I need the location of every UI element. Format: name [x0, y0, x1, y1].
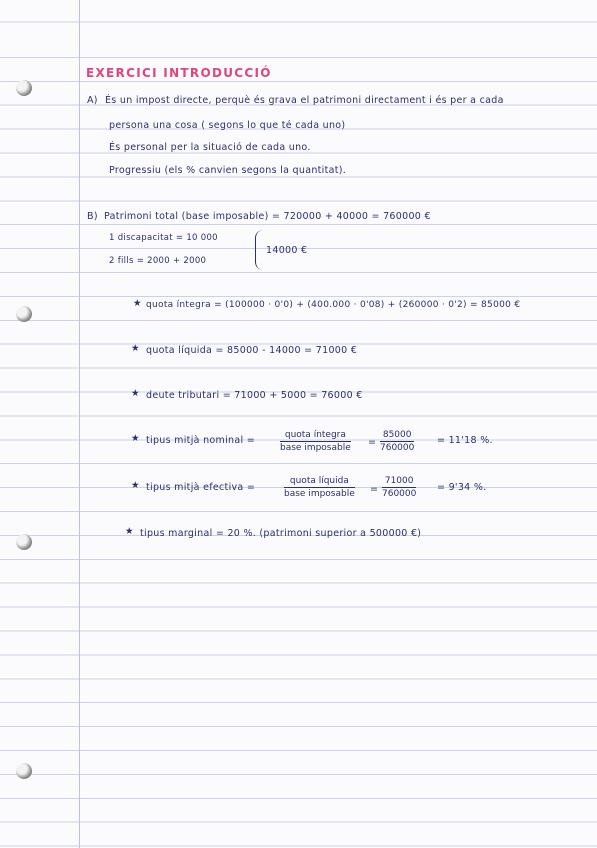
- binder-hole: [16, 80, 32, 96]
- patrimoni-total: Patrimoni total (base imposable) = 720000 + 40000 = 760000 €: [104, 211, 431, 222]
- star-icon: ★: [131, 433, 140, 444]
- binder-hole: [16, 763, 32, 779]
- fraction: [382, 476, 416, 499]
- part-a-line: Progressiu (els % canvien segons la quantitat).: [109, 165, 347, 176]
- reduccio-total: 14000 €: [266, 245, 308, 256]
- part-a-line: persona una cosa ( segons lo que té cada uno): [109, 120, 346, 131]
- tipus-efectiu-label: tipus mitjà efectiva =: [146, 482, 256, 493]
- tipus-nominal-label: tipus mitjà nominal =: [146, 435, 255, 446]
- tipus-efectiu-result: = 9'34 %.: [437, 482, 487, 493]
- tipus-marginal: tipus marginal = 20 %. (patrimoni superior a 500000 €): [140, 528, 422, 539]
- quota-liquida: quota líquida = 85000 - 14000 = 71000 €: [146, 345, 358, 356]
- part-a-line: És un impost directe, perquè és grava el patrimoni directament i és per a cada: [105, 95, 504, 106]
- binder-hole: [16, 306, 32, 322]
- fraction-numerator: 85000: [380, 430, 414, 442]
- fraction-numerator: 71000: [382, 476, 416, 488]
- brace: [255, 230, 266, 270]
- part-b-label: B): [87, 211, 98, 222]
- star-icon: ★: [125, 526, 134, 537]
- equals-sign: =: [370, 484, 379, 495]
- star-icon: ★: [131, 480, 140, 491]
- part-a-label: A): [87, 95, 98, 106]
- deute-tributari: deute tributari = 71000 + 5000 = 76000 €: [146, 390, 363, 401]
- star-icon: ★: [131, 343, 140, 354]
- fraction-denominator: 760000: [380, 443, 415, 453]
- star-icon: ★: [133, 298, 142, 309]
- margin-line: [79, 0, 80, 848]
- fraction: [280, 430, 351, 453]
- fraction-numerator: quota líquida: [284, 476, 355, 488]
- fraction-denominator: 760000: [382, 489, 417, 499]
- part-a-line: És personal per la situació de cada uno.: [109, 142, 311, 153]
- equals-sign: =: [368, 437, 377, 448]
- quota-integra: quota íntegra = (100000 · 0'0) + (400.000 · 0'08) + (260000 · 0'2) = 85000 €: [146, 300, 521, 310]
- fraction-numerator: quota íntegra: [280, 430, 351, 442]
- page-title: EXERCICI INTRODUCCIÓ: [86, 66, 272, 80]
- star-icon: ★: [131, 388, 140, 399]
- fraction-denominator: base imposable: [280, 443, 351, 453]
- fraction: [284, 476, 355, 499]
- tipus-nominal-result: = 11'18 %.: [437, 435, 493, 446]
- fills: 2 fills = 2000 + 2000: [109, 256, 207, 266]
- discapacitat: 1 discapacitat = 10 000: [109, 233, 218, 243]
- fraction: [380, 430, 414, 453]
- binder-hole: [16, 534, 32, 550]
- fraction-denominator: base imposable: [284, 489, 355, 499]
